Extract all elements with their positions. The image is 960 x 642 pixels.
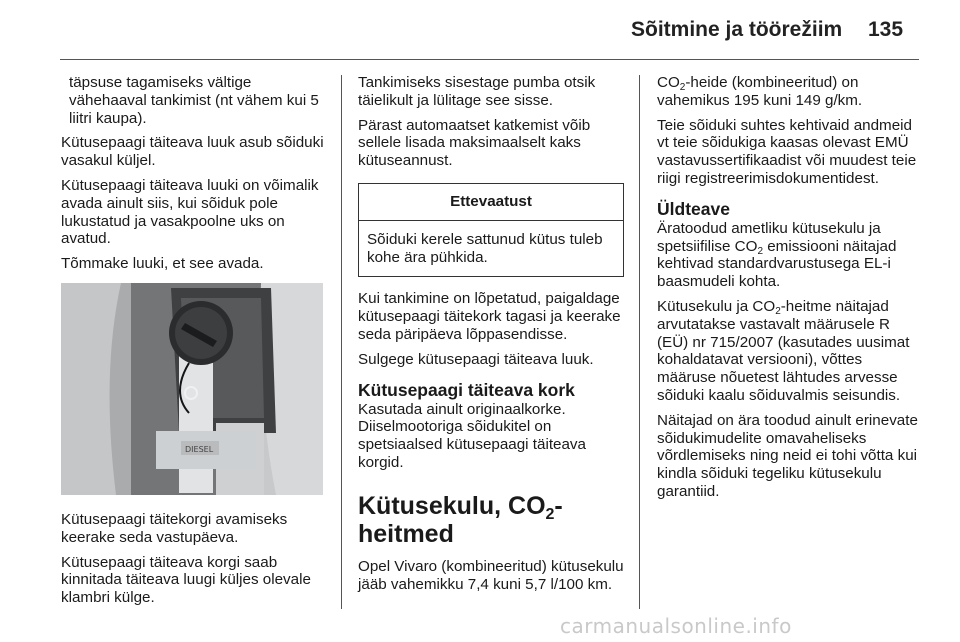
paragraph: Äratoodud ametliku kütusekulu ja spetsiifilise $CO_2$ emissiooni näitajad kehtivad standardvarustusega EL-i baasmudeli kohta. [657,219,897,291]
watermark: carmanualsonline.info [560,614,792,638]
paragraph: Sulgege kütusepaagi täiteava luuk. [358,350,594,368]
section-heading: Üldteave [657,198,730,219]
paragraph: Kasutada ainult originaalkorke. Diiselmootoriga sõidukitel on spetsiaalsed kütusepaagi täiteava korgid. [358,400,586,471]
header-rule [60,59,919,60]
diesel-label: DIESEL [185,444,214,454]
paragraph: Kütusepaagi täiteava luuk asub sõiduki vasakul küljel. [61,134,324,170]
column-divider-1 [341,75,342,609]
caution-body: Sõiduki kerele sattunud kütus tuleb kohe ära pühkida. [367,230,603,266]
paragraph: Tõmmake luuki, et see avada. [61,255,264,273]
paragraph: Näitajad on ära toodud ainult erinevate sõidukimudelite omavaheliseks võrdlemiseks ning neid ei tohi võtta kui kindla sõiduki tegeliku kütusekulu garantiid. [657,411,918,500]
page-number: 135 [868,18,904,41]
paragraph: Pärast automaatset katkemist võib sellele lisada maksimaalselt kaks kütuseannust. [358,116,591,170]
section-heading: Kütusepaagi täiteava kork [358,379,575,400]
paragraph: Teie sõiduki suhtes kehtivaid andmeid vt teie sõidukiga kaasas olevast EMÜ vastavussertifikaadist või muudest teie riigi registreerimisdokumentidest. [657,116,917,187]
fuel-cap-illustration [61,283,323,495]
paragraph: Tankimiseks sisestage pumba otsik täielikult ja lülitage see sisse. [358,74,596,109]
chapter-heading: Kütusekulu, $CO_2$-heitmed [358,491,563,548]
column-divider-2 [639,75,640,609]
caution-title: Ettevaatust [359,184,623,221]
column-2 [358,74,624,600]
running-header-title: Sõitmine ja töörežiim [631,18,843,41]
caution-box [358,183,624,277]
paragraph: Kütusekulu ja $CO_2$-heitme näitajad arvutatakse vastavalt määrusele R (EÜ) nr 715/2007 (kasutades uusimat kohaldatavat versiooni), võttes määruse nõuetest lähtudes arvesse sõiduki kaalu sõiduvalmis seisundis. [657,297,910,404]
paragraph: Kütusepaagi täiteava korgi saab kinnitada täiteava luugi küljes olevale klambri külge. [61,553,311,607]
paragraph: Kui tankimine on lõpetatud, paigaldage kütusepaagi täitekork tagasi ja keerake seda päripäeva lõppasendisse. [358,290,621,343]
paragraph: täpsuse tagamiseks vältige vähehaaval tankimist (nt vähem kui 5 liitri kaupa). [69,74,319,127]
column-3 [657,74,923,508]
paragraph: Kütusepaagi täitekorgi avamiseks keerake seda vastupäeva. [61,510,288,546]
paragraph: Opel Vivaro (kombineeritud) kütusekulu jääb vahemikku 7,4 kuni 5,7 l/100 km. [358,557,624,593]
column-1 [61,74,327,614]
paragraph: Kütusepaagi täiteava luuki on võimalik avada ainult siis, kui sõiduk pole lukustatud ja vasakpoolne uks on avatud. [61,176,319,248]
fuel-filler-cap-photo [61,283,323,495]
paragraph: $CO_2$-heide (kombineeritud) on vahemikus 195 kuni 149 g/km. [657,74,863,109]
